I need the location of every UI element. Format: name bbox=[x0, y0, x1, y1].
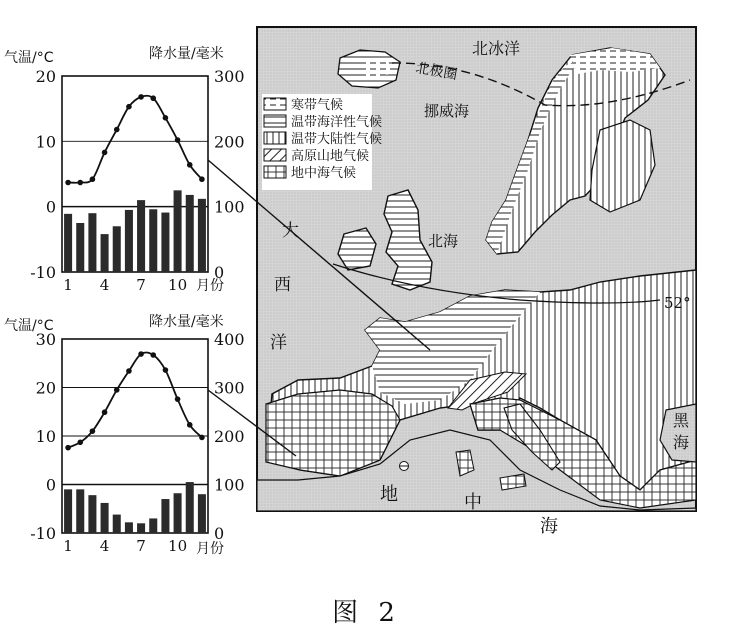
legend-label-mediterranean: 地中海气候 bbox=[291, 166, 357, 181]
c2-right-tick-label: 200 bbox=[214, 427, 245, 446]
mediterranean-sea-label-2: 中 bbox=[464, 492, 482, 513]
c2-temperature-point bbox=[163, 367, 169, 373]
c1-precip-bar bbox=[186, 195, 194, 272]
c2-left-tick-label: 0 bbox=[45, 475, 56, 495]
legend-label-continental: 温带大陆性气候 bbox=[291, 132, 383, 147]
c2-right-tick-label: 300 bbox=[214, 378, 245, 398]
c2-temperature-point bbox=[187, 422, 193, 428]
c2-precip-bar bbox=[198, 494, 206, 533]
c1-precip-bar bbox=[174, 190, 182, 272]
c1-temperature-point bbox=[126, 104, 132, 110]
norwegian-sea-label: 挪威海 bbox=[424, 102, 470, 120]
legend-label-highland: 高原山地气候 bbox=[291, 149, 370, 164]
c1-x-tick-label: 10 bbox=[168, 276, 188, 294]
c2-temperature-point bbox=[175, 396, 181, 402]
north-sea-label: 北海 bbox=[428, 232, 459, 250]
c2-temperature-point bbox=[150, 352, 156, 358]
c2-left-tick-label: 20 bbox=[35, 378, 56, 398]
c2-precip-bar bbox=[88, 495, 96, 533]
c2-precip-bar bbox=[174, 493, 182, 533]
c2-precip-bar bbox=[113, 515, 121, 533]
c1-precip-bar bbox=[161, 213, 169, 272]
c1-temperature-point bbox=[150, 95, 156, 101]
europe-climate-map bbox=[208, 27, 696, 537]
c1-temperature-point bbox=[138, 94, 144, 100]
ireland-landmass bbox=[338, 228, 376, 270]
chart1-left-axis-title: 气温/°C bbox=[4, 50, 54, 66]
chart2-x-axis-title: 月份 bbox=[196, 541, 224, 557]
c1-right-tick-label: 200 bbox=[214, 132, 245, 152]
c2-precip-bar bbox=[101, 503, 109, 533]
c2-temperature-point bbox=[138, 351, 144, 357]
arctic-ocean-label: 北冰洋 bbox=[472, 39, 521, 58]
c2-precip-bar bbox=[149, 518, 157, 533]
c2-temperature-point bbox=[199, 435, 205, 441]
atlantic-ocean-label-3: 洋 bbox=[270, 333, 287, 353]
mediterranean-sea-label-3: 海 bbox=[540, 516, 558, 537]
c2-right-tick-label: 400 bbox=[214, 330, 245, 349]
c1-temperature-point bbox=[187, 162, 193, 168]
c2-precip-bar bbox=[64, 489, 72, 533]
legend-label-tundra: 寒带气候 bbox=[291, 98, 344, 113]
mediterranean-sea-label-1: 地 bbox=[380, 484, 398, 505]
c1-precip-bar bbox=[101, 234, 109, 272]
c1-precip-bar bbox=[64, 214, 72, 272]
c1-temperature-point bbox=[175, 137, 181, 143]
c2-temperature-point bbox=[102, 409, 108, 415]
chart2-left-axis-title: 气温/°C bbox=[4, 318, 54, 334]
black-sea-label-1: 黑 bbox=[673, 411, 690, 430]
c2-x-tick-label: 4 bbox=[99, 537, 110, 555]
c1-right-tick-label: 0 bbox=[214, 263, 225, 282]
c1-temperature-point bbox=[163, 115, 169, 121]
c1-temperature-point bbox=[114, 127, 120, 133]
chart1-right-ticks bbox=[214, 67, 245, 282]
arctic-circle-label: 北极圈 bbox=[414, 60, 459, 84]
chart1-right-axis-title: 降水量/毫米 bbox=[149, 46, 224, 62]
c1-x-tick-label: 1 bbox=[63, 276, 73, 294]
c2-precip-bar bbox=[186, 482, 194, 533]
legend-swatch-tundra bbox=[264, 98, 286, 110]
latitude-52-label: 52° bbox=[664, 294, 691, 312]
chart1-left-ticks bbox=[30, 67, 56, 282]
c2-precip-bar bbox=[76, 489, 84, 533]
c1-temperature-point bbox=[102, 150, 108, 156]
c2-temperature-point bbox=[90, 428, 96, 434]
c2-left-tick-label: -10 bbox=[30, 524, 56, 543]
legend-swatch-highland bbox=[264, 149, 286, 161]
c1-precip-bar bbox=[149, 209, 157, 272]
c2-left-tick-label: 30 bbox=[35, 330, 56, 349]
c2-precip-bar bbox=[125, 522, 133, 533]
c2-left-tick-label: 10 bbox=[35, 427, 56, 446]
chart1-x-ticks bbox=[63, 276, 187, 294]
legend-swatch-mediterranean bbox=[264, 166, 286, 178]
c1-left-tick-label: 20 bbox=[35, 67, 56, 86]
climate-chart-1 bbox=[4, 45, 245, 294]
c1-precip-bar bbox=[137, 200, 145, 272]
c1-temperature-point bbox=[65, 180, 71, 186]
c1-precip-bar bbox=[198, 199, 206, 272]
c1-temperature-point bbox=[77, 180, 83, 186]
c2-temperature-point bbox=[65, 445, 71, 451]
chart2-right-ticks bbox=[214, 330, 245, 543]
atlantic-ocean-label-1: 大 bbox=[282, 221, 299, 241]
figure-caption: 图 2 bbox=[332, 598, 401, 628]
c1-left-tick-label: 10 bbox=[35, 132, 56, 152]
c2-temperature-point bbox=[126, 368, 132, 374]
c2-precip-bar bbox=[137, 523, 145, 533]
atlantic-ocean-label-2: 西 bbox=[274, 275, 291, 295]
c1-x-tick-label: 7 bbox=[136, 276, 146, 294]
c1-precip-bar bbox=[76, 223, 84, 272]
legend-swatch-continental bbox=[264, 132, 286, 144]
chart2-left-ticks bbox=[30, 330, 56, 543]
c2-x-tick-label: 7 bbox=[136, 537, 146, 555]
black-sea-label-2: 海 bbox=[673, 433, 690, 452]
c2-right-tick-label: 100 bbox=[214, 475, 245, 495]
c1-right-tick-label: 300 bbox=[214, 67, 245, 86]
c1-precip-bar bbox=[88, 213, 96, 272]
c2-precip-bar bbox=[161, 499, 169, 533]
c1-left-tick-label: -10 bbox=[30, 263, 56, 282]
c2-temperature-point bbox=[114, 387, 120, 393]
c2-temperature-point bbox=[77, 440, 83, 446]
chart2-right-axis-title: 降水量/毫米 bbox=[149, 314, 224, 330]
c2-right-tick-label: 0 bbox=[214, 524, 225, 543]
legend-label-oceanic: 温带海洋性气候 bbox=[291, 115, 383, 130]
chart1-x-axis-title: 月份 bbox=[196, 278, 224, 294]
c1-temperature-point bbox=[90, 176, 96, 182]
chart2-x-ticks bbox=[63, 537, 187, 555]
c1-right-tick-label: 100 bbox=[214, 197, 245, 217]
c1-precip-bar bbox=[113, 226, 121, 272]
c1-temperature-point bbox=[199, 176, 205, 182]
climate-chart-2 bbox=[4, 313, 245, 557]
c1-precip-bar bbox=[125, 210, 133, 272]
c1-left-tick-label: 0 bbox=[45, 197, 56, 217]
c2-x-tick-label: 10 bbox=[168, 537, 188, 555]
c2-x-tick-label: 1 bbox=[63, 537, 73, 555]
c1-x-tick-label: 4 bbox=[99, 276, 110, 294]
legend-swatch-oceanic bbox=[264, 115, 286, 127]
